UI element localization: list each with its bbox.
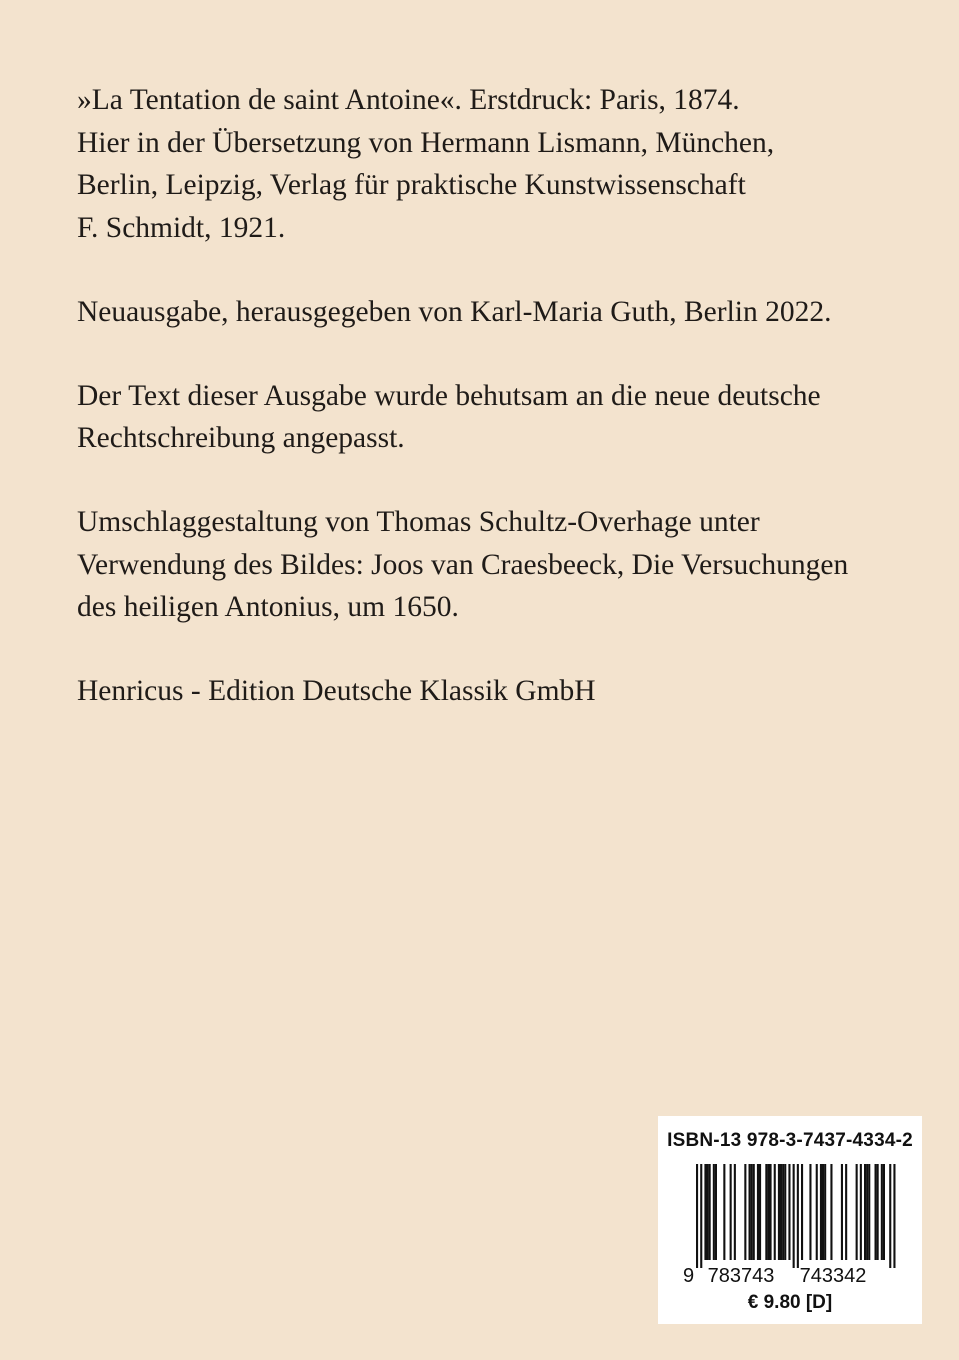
barcode-bar [713,1164,715,1260]
barcode-bar [877,1164,879,1260]
imprint-line: Henricus - Edition Deutsche Klassik GmbH [77,675,596,708]
barcode-bar [757,1164,759,1260]
barcode-bar [707,1164,709,1260]
imprint-line: Rechtschreibung angepasst. [77,422,405,455]
barcode-bar [801,1164,803,1260]
barcode-lead-digit: 9 [683,1265,695,1287]
barcode-bars [696,1164,896,1268]
barcode-bar [822,1164,824,1260]
barcode-bar [709,1164,711,1260]
barcode-bar [864,1164,866,1260]
price-label: € 9.80 [D] [747,1292,833,1313]
barcode-bar [830,1164,832,1260]
imprint-paragraph-orthography [77,375,897,460]
barcode-bar [875,1164,877,1260]
barcode-bar [723,1164,725,1260]
barcode-bar [868,1164,870,1260]
imprint-line: »La Tentation de saint Antoine«. Erstdruck: Paris, 1874. [77,84,740,116]
isbn-label: ISBN-13 978-3-7437-4334-2 [667,1130,913,1151]
ean13-barcode [678,1164,910,1288]
imprint-line: des heiligen Antonius, um 1650. [77,591,459,624]
barcode-bar [751,1164,753,1260]
barcode-bar [770,1164,772,1260]
imprint-paragraph-cover [77,501,897,629]
imprint-text [77,79,897,754]
barcode-bar [883,1164,885,1260]
barcode-guard-bar [793,1164,795,1268]
barcode-guard-bar [797,1164,799,1268]
barcode-bar [774,1164,776,1260]
imprint-paragraph-publisher [77,670,897,713]
barcode-bar [788,1164,790,1260]
barcode-bar [845,1164,847,1260]
barcode-bar [809,1164,811,1260]
barcode-bar [734,1164,736,1260]
barcode-bar [860,1164,862,1260]
barcode-bar [715,1164,717,1260]
imprint-line: F. Schmidt, 1921. [77,212,286,245]
barcode-guard-bar [889,1164,891,1268]
barcode-bar [881,1164,883,1260]
barcode-guard-bar [700,1164,702,1268]
barcode-bar [816,1164,818,1260]
barcode-bar [784,1164,786,1260]
barcode-bar [704,1164,706,1260]
barcode-bar [841,1164,843,1260]
imprint-line: Umschlaggestaltung von Thomas Schultz-Overhage unter [77,505,760,538]
barcode-bar [856,1164,858,1260]
barcode-bar [759,1164,761,1260]
barcode-right-digits: 743342 [799,1265,867,1287]
barcode-guard-bar [893,1164,895,1268]
barcode-bar [753,1164,755,1260]
barcode-bar [820,1164,822,1260]
imprint-line: Berlin, Leipzig, Verlag für praktische Kunstwissenschaft [77,169,746,202]
imprint-line: Verwendung des Bildes: Joos van Craesbeeck, Die Versuchungen [77,548,849,581]
imprint-line: Hier in der Übersetzung von Hermann Lismann, München, [77,126,775,159]
barcode-bar [749,1164,751,1260]
barcode-left-digits: 783743 [707,1265,775,1287]
barcode-bar [744,1164,746,1260]
barcode-bar [765,1164,767,1260]
barcode-panel [658,1116,922,1324]
imprint-line: Neuausgabe, herausgegeben von Karl-Maria Guth, Berlin 2022. [77,295,832,328]
barcode-bar [824,1164,826,1260]
imprint-paragraph-source [77,79,897,250]
barcode-bar [782,1164,784,1260]
imprint-line: Der Text dieser Ausgabe wurde behutsam an die neue deutsche [77,379,821,412]
imprint-paragraph-edition [77,291,897,334]
barcode-bar [866,1164,868,1260]
barcode-bar [767,1164,769,1260]
barcode-bar [778,1164,780,1260]
barcode-bar [730,1164,732,1260]
barcode-bar [780,1164,782,1260]
barcode-guard-bar [696,1164,698,1268]
